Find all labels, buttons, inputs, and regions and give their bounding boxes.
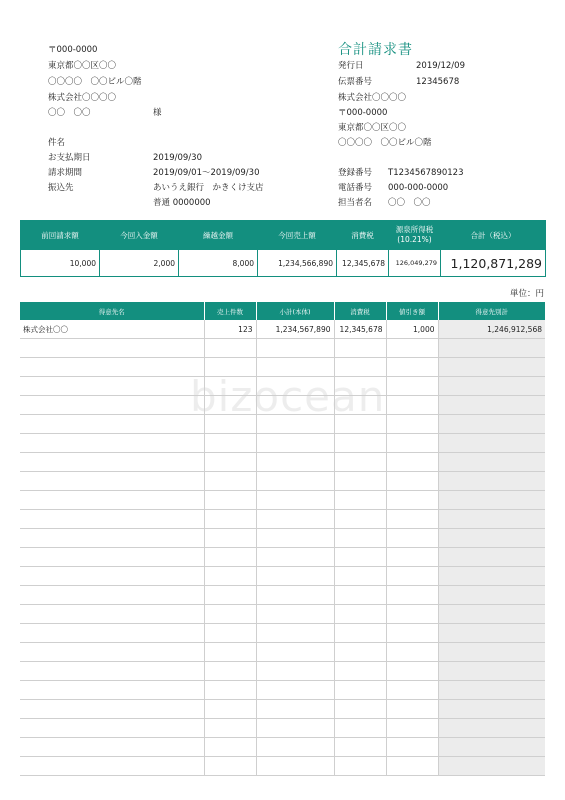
detail-count-cell xyxy=(204,662,256,681)
recipient-address: 東京都〇〇区〇〇 xyxy=(48,61,117,71)
detail-subtotal-cell xyxy=(256,719,334,738)
detail-subtotal-cell xyxy=(256,472,334,491)
detail-customer-total-cell xyxy=(438,624,545,643)
detail-count-cell xyxy=(204,377,256,396)
detail-discount-cell xyxy=(386,738,438,757)
table-row xyxy=(20,643,545,662)
detail-customer-total-cell xyxy=(438,548,545,567)
detail-count-cell xyxy=(204,548,256,567)
detail-discount-cell xyxy=(386,491,438,510)
table-row xyxy=(20,662,545,681)
detail-customer-total-cell xyxy=(438,719,545,738)
summary-total-value: 1,120,871,289 xyxy=(441,250,546,277)
detail-discount-cell xyxy=(386,548,438,567)
recipient-building: 〇〇〇〇 〇〇ビル〇階 xyxy=(48,77,142,87)
table-row xyxy=(20,700,545,719)
detail-tax-cell xyxy=(334,358,386,377)
detail-customer-total-cell xyxy=(438,377,545,396)
detail-subtotal-cell xyxy=(256,453,334,472)
detail-tax-cell xyxy=(334,700,386,719)
detail-discount-cell xyxy=(386,358,438,377)
summary-header-withholding-rate: (10.21%) xyxy=(397,235,432,244)
detail-customer-cell xyxy=(20,681,204,700)
detail-subtotal-cell xyxy=(256,529,334,548)
issuer-company: 株式会社〇〇〇〇 xyxy=(338,93,407,103)
summary-header-received: 今回入金額 xyxy=(100,221,179,250)
detail-count-cell xyxy=(204,472,256,491)
detail-customer-cell xyxy=(20,529,204,548)
detail-count-cell xyxy=(204,586,256,605)
table-row xyxy=(20,377,545,396)
account-value: 普通 0000000 xyxy=(153,198,211,208)
detail-customer-cell xyxy=(20,567,204,586)
table-row xyxy=(20,415,545,434)
detail-header-tax: 消費税 xyxy=(334,302,386,320)
detail-customer-total-cell xyxy=(438,662,545,681)
table-row xyxy=(20,624,545,643)
recipient-postal: 〒000-0000 xyxy=(48,45,98,55)
detail-discount-cell xyxy=(386,719,438,738)
detail-count-cell xyxy=(204,434,256,453)
summary-header-previous: 前回請求額 xyxy=(21,221,100,250)
summary-received-value: 2,000 xyxy=(100,250,179,277)
detail-discount-cell xyxy=(386,434,438,453)
detail-customer-cell xyxy=(20,453,204,472)
detail-customer-cell xyxy=(20,491,204,510)
subject-label: 件名 xyxy=(48,138,66,148)
detail-customer-total-cell xyxy=(438,567,545,586)
slip-number-value: 12345678 xyxy=(416,77,460,87)
detail-tax-cell xyxy=(334,662,386,681)
detail-customer-cell xyxy=(20,719,204,738)
slip-number-label: 伝票番号 xyxy=(338,77,373,87)
unit-label: 単位：円 xyxy=(510,289,545,299)
detail-subtotal-cell xyxy=(256,643,334,662)
detail-subtotal-cell: 1,234,567,890 xyxy=(256,320,334,339)
table-row xyxy=(20,472,545,491)
summary-carryover-value: 8,000 xyxy=(179,250,258,277)
recipient-company: 株式会社〇〇〇〇 xyxy=(48,93,117,103)
detail-count-cell xyxy=(204,339,256,358)
detail-subtotal-cell xyxy=(256,738,334,757)
detail-discount-cell xyxy=(386,643,438,662)
detail-subtotal-cell xyxy=(256,662,334,681)
detail-tax-cell xyxy=(334,624,386,643)
table-row xyxy=(20,757,545,776)
table-row xyxy=(20,738,545,757)
detail-discount-cell xyxy=(386,396,438,415)
due-value: 2019/09/30 xyxy=(153,153,202,163)
issue-date-label: 発行日 xyxy=(338,61,364,71)
table-row xyxy=(20,320,545,339)
summary-sales-value: 1,234,566,890 xyxy=(258,250,337,277)
detail-subtotal-cell xyxy=(256,491,334,510)
issue-date-value: 2019/12/09 xyxy=(416,61,465,71)
detail-customer-cell xyxy=(20,757,204,776)
detail-tax-cell xyxy=(334,681,386,700)
summary-withholding-value: 126,049,279 xyxy=(389,250,441,277)
detail-tax-cell xyxy=(334,491,386,510)
detail-subtotal-cell xyxy=(256,377,334,396)
detail-customer-total-cell xyxy=(438,586,545,605)
phone-value: 000-000-0000 xyxy=(388,183,449,193)
detail-count-cell xyxy=(204,510,256,529)
detail-customer-total-cell xyxy=(438,510,545,529)
detail-discount-cell xyxy=(386,415,438,434)
detail-tax-cell xyxy=(334,643,386,662)
table-row xyxy=(20,510,545,529)
detail-tax-cell xyxy=(334,377,386,396)
detail-customer-total-cell xyxy=(438,339,545,358)
detail-header-customer: 得意先名 xyxy=(20,302,204,320)
detail-count-cell xyxy=(204,700,256,719)
detail-subtotal-cell xyxy=(256,339,334,358)
detail-count-cell xyxy=(204,453,256,472)
detail-subtotal-cell xyxy=(256,510,334,529)
detail-subtotal-cell xyxy=(256,624,334,643)
detail-customer-total-cell xyxy=(438,396,545,415)
detail-tax-cell xyxy=(334,586,386,605)
detail-count-cell xyxy=(204,396,256,415)
detail-subtotal-cell xyxy=(256,681,334,700)
detail-customer-cell xyxy=(20,643,204,662)
detail-tax-cell xyxy=(334,567,386,586)
summary-header-sales: 今回売上額 xyxy=(258,221,337,250)
detail-customer-cell xyxy=(20,662,204,681)
detail-customer-total-cell xyxy=(438,643,545,662)
detail-discount-cell xyxy=(386,510,438,529)
detail-discount-cell xyxy=(386,681,438,700)
detail-customer-total-cell xyxy=(438,472,545,491)
detail-customer-cell xyxy=(20,377,204,396)
table-row xyxy=(20,719,545,738)
detail-discount-cell xyxy=(386,662,438,681)
summary-header-carryover: 繰越金額 xyxy=(179,221,258,250)
detail-customer-total-cell: 1,246,912,568 xyxy=(438,320,545,339)
document-title: 合計請求書 xyxy=(338,42,413,58)
detail-customer-total-cell xyxy=(438,491,545,510)
detail-customer-total-cell xyxy=(438,700,545,719)
detail-customer-cell xyxy=(20,434,204,453)
detail-tax-cell: 12,345,678 xyxy=(334,320,386,339)
detail-tax-cell xyxy=(334,757,386,776)
detail-discount-cell xyxy=(386,377,438,396)
detail-count-cell xyxy=(204,757,256,776)
summary-header-total: 合計（税込） xyxy=(441,221,546,250)
recipient-honorific: 様 xyxy=(153,108,162,118)
detail-tax-cell xyxy=(334,510,386,529)
detail-subtotal-cell xyxy=(256,358,334,377)
detail-tax-cell xyxy=(334,605,386,624)
detail-customer-cell xyxy=(20,358,204,377)
detail-discount-cell xyxy=(386,529,438,548)
detail-header-discount: 値引き額 xyxy=(386,302,438,320)
table-row xyxy=(20,529,545,548)
detail-header-count: 売上件数 xyxy=(204,302,256,320)
detail-tax-cell xyxy=(334,339,386,358)
detail-discount-cell xyxy=(386,757,438,776)
summary-header-withholding xyxy=(389,221,441,250)
detail-customer-total-cell xyxy=(438,358,545,377)
detail-count-cell xyxy=(204,643,256,662)
summary-table xyxy=(20,220,546,277)
period-label: 請求期間 xyxy=(48,168,83,178)
table-row xyxy=(20,548,545,567)
phone-label: 電話番号 xyxy=(338,183,373,193)
table-row xyxy=(20,358,545,377)
recipient-person: 〇〇 〇〇 xyxy=(48,108,91,118)
period-value: 2019/09/01～2019/09/30 xyxy=(153,168,260,178)
summary-previous-value: 10,000 xyxy=(21,250,100,277)
issuer-postal: 〒000-0000 xyxy=(338,108,388,118)
detail-customer-cell xyxy=(20,605,204,624)
detail-count-cell: 123 xyxy=(204,320,256,339)
detail-customer-cell xyxy=(20,738,204,757)
detail-customer-cell xyxy=(20,415,204,434)
detail-customer-total-cell xyxy=(438,415,545,434)
detail-tax-cell xyxy=(334,738,386,757)
detail-customer-total-cell xyxy=(438,738,545,757)
detail-discount-cell xyxy=(386,624,438,643)
detail-subtotal-cell xyxy=(256,548,334,567)
detail-subtotal-cell xyxy=(256,757,334,776)
detail-count-cell xyxy=(204,738,256,757)
detail-subtotal-cell xyxy=(256,586,334,605)
detail-discount-cell xyxy=(386,339,438,358)
detail-header-subtotal: 小計(本体) xyxy=(256,302,334,320)
registration-value: T1234567890123 xyxy=(388,168,464,178)
detail-tax-cell xyxy=(334,434,386,453)
detail-customer-cell xyxy=(20,510,204,529)
detail-customer-cell xyxy=(20,700,204,719)
registration-label: 登録番号 xyxy=(338,168,373,178)
table-row xyxy=(20,453,545,472)
table-row xyxy=(20,339,545,358)
bank-value: あいうえ銀行 かきくけ支店 xyxy=(153,183,264,193)
detail-customer-cell xyxy=(20,472,204,491)
detail-discount-cell xyxy=(386,567,438,586)
table-row xyxy=(20,396,545,415)
due-label: お支払期日 xyxy=(48,153,91,163)
detail-subtotal-cell xyxy=(256,567,334,586)
detail-customer-cell xyxy=(20,339,204,358)
detail-count-cell xyxy=(204,681,256,700)
detail-count-cell xyxy=(204,624,256,643)
table-row xyxy=(20,567,545,586)
staff-value: 〇〇 〇〇 xyxy=(388,198,431,208)
detail-count-cell xyxy=(204,719,256,738)
issuer-building: 〇〇〇〇 〇〇ビル〇階 xyxy=(338,138,432,148)
detail-tax-cell xyxy=(334,453,386,472)
detail-discount-cell xyxy=(386,472,438,491)
detail-discount-cell: 1,000 xyxy=(386,320,438,339)
detail-subtotal-cell xyxy=(256,415,334,434)
detail-customer-total-cell xyxy=(438,605,545,624)
detail-customer-total-cell xyxy=(438,453,545,472)
detail-count-cell xyxy=(204,415,256,434)
table-row xyxy=(20,681,545,700)
detail-customer-cell: 株式会社〇〇 xyxy=(20,320,204,339)
table-row xyxy=(20,491,545,510)
staff-label: 担当者名 xyxy=(338,198,373,208)
detail-subtotal-cell xyxy=(256,434,334,453)
detail-tax-cell xyxy=(334,396,386,415)
table-row xyxy=(20,586,545,605)
detail-customer-cell xyxy=(20,586,204,605)
table-row xyxy=(20,434,545,453)
detail-discount-cell xyxy=(386,605,438,624)
watermark: bizocean xyxy=(190,372,386,421)
detail-subtotal-cell xyxy=(256,700,334,719)
detail-count-cell xyxy=(204,358,256,377)
detail-tax-cell xyxy=(334,529,386,548)
detail-tax-cell xyxy=(334,415,386,434)
detail-discount-cell xyxy=(386,700,438,719)
summary-header-withholding-label: 源泉所得税 xyxy=(395,225,434,234)
detail-tax-cell xyxy=(334,472,386,491)
detail-header-customer-total: 得意先別計 xyxy=(438,302,545,320)
detail-customer-total-cell xyxy=(438,529,545,548)
detail-count-cell xyxy=(204,529,256,548)
detail-customer-total-cell xyxy=(438,681,545,700)
detail-count-cell xyxy=(204,491,256,510)
detail-tax-cell xyxy=(334,548,386,567)
summary-tax-value: 12,345,678 xyxy=(337,250,389,277)
detail-customer-total-cell xyxy=(438,757,545,776)
detail-customer-cell xyxy=(20,548,204,567)
detail-discount-cell xyxy=(386,453,438,472)
bank-label: 振込先 xyxy=(48,183,74,193)
table-row xyxy=(20,605,545,624)
detail-customer-cell xyxy=(20,624,204,643)
detail-subtotal-cell xyxy=(256,396,334,415)
detail-customer-total-cell xyxy=(438,434,545,453)
summary-header-tax: 消費税 xyxy=(337,221,389,250)
detail-customer-cell xyxy=(20,396,204,415)
issuer-address: 東京都〇〇区〇〇 xyxy=(338,123,407,133)
detail-count-cell xyxy=(204,567,256,586)
detail-tax-cell xyxy=(334,719,386,738)
detail-table xyxy=(20,302,545,776)
detail-subtotal-cell xyxy=(256,605,334,624)
detail-discount-cell xyxy=(386,586,438,605)
detail-count-cell xyxy=(204,605,256,624)
